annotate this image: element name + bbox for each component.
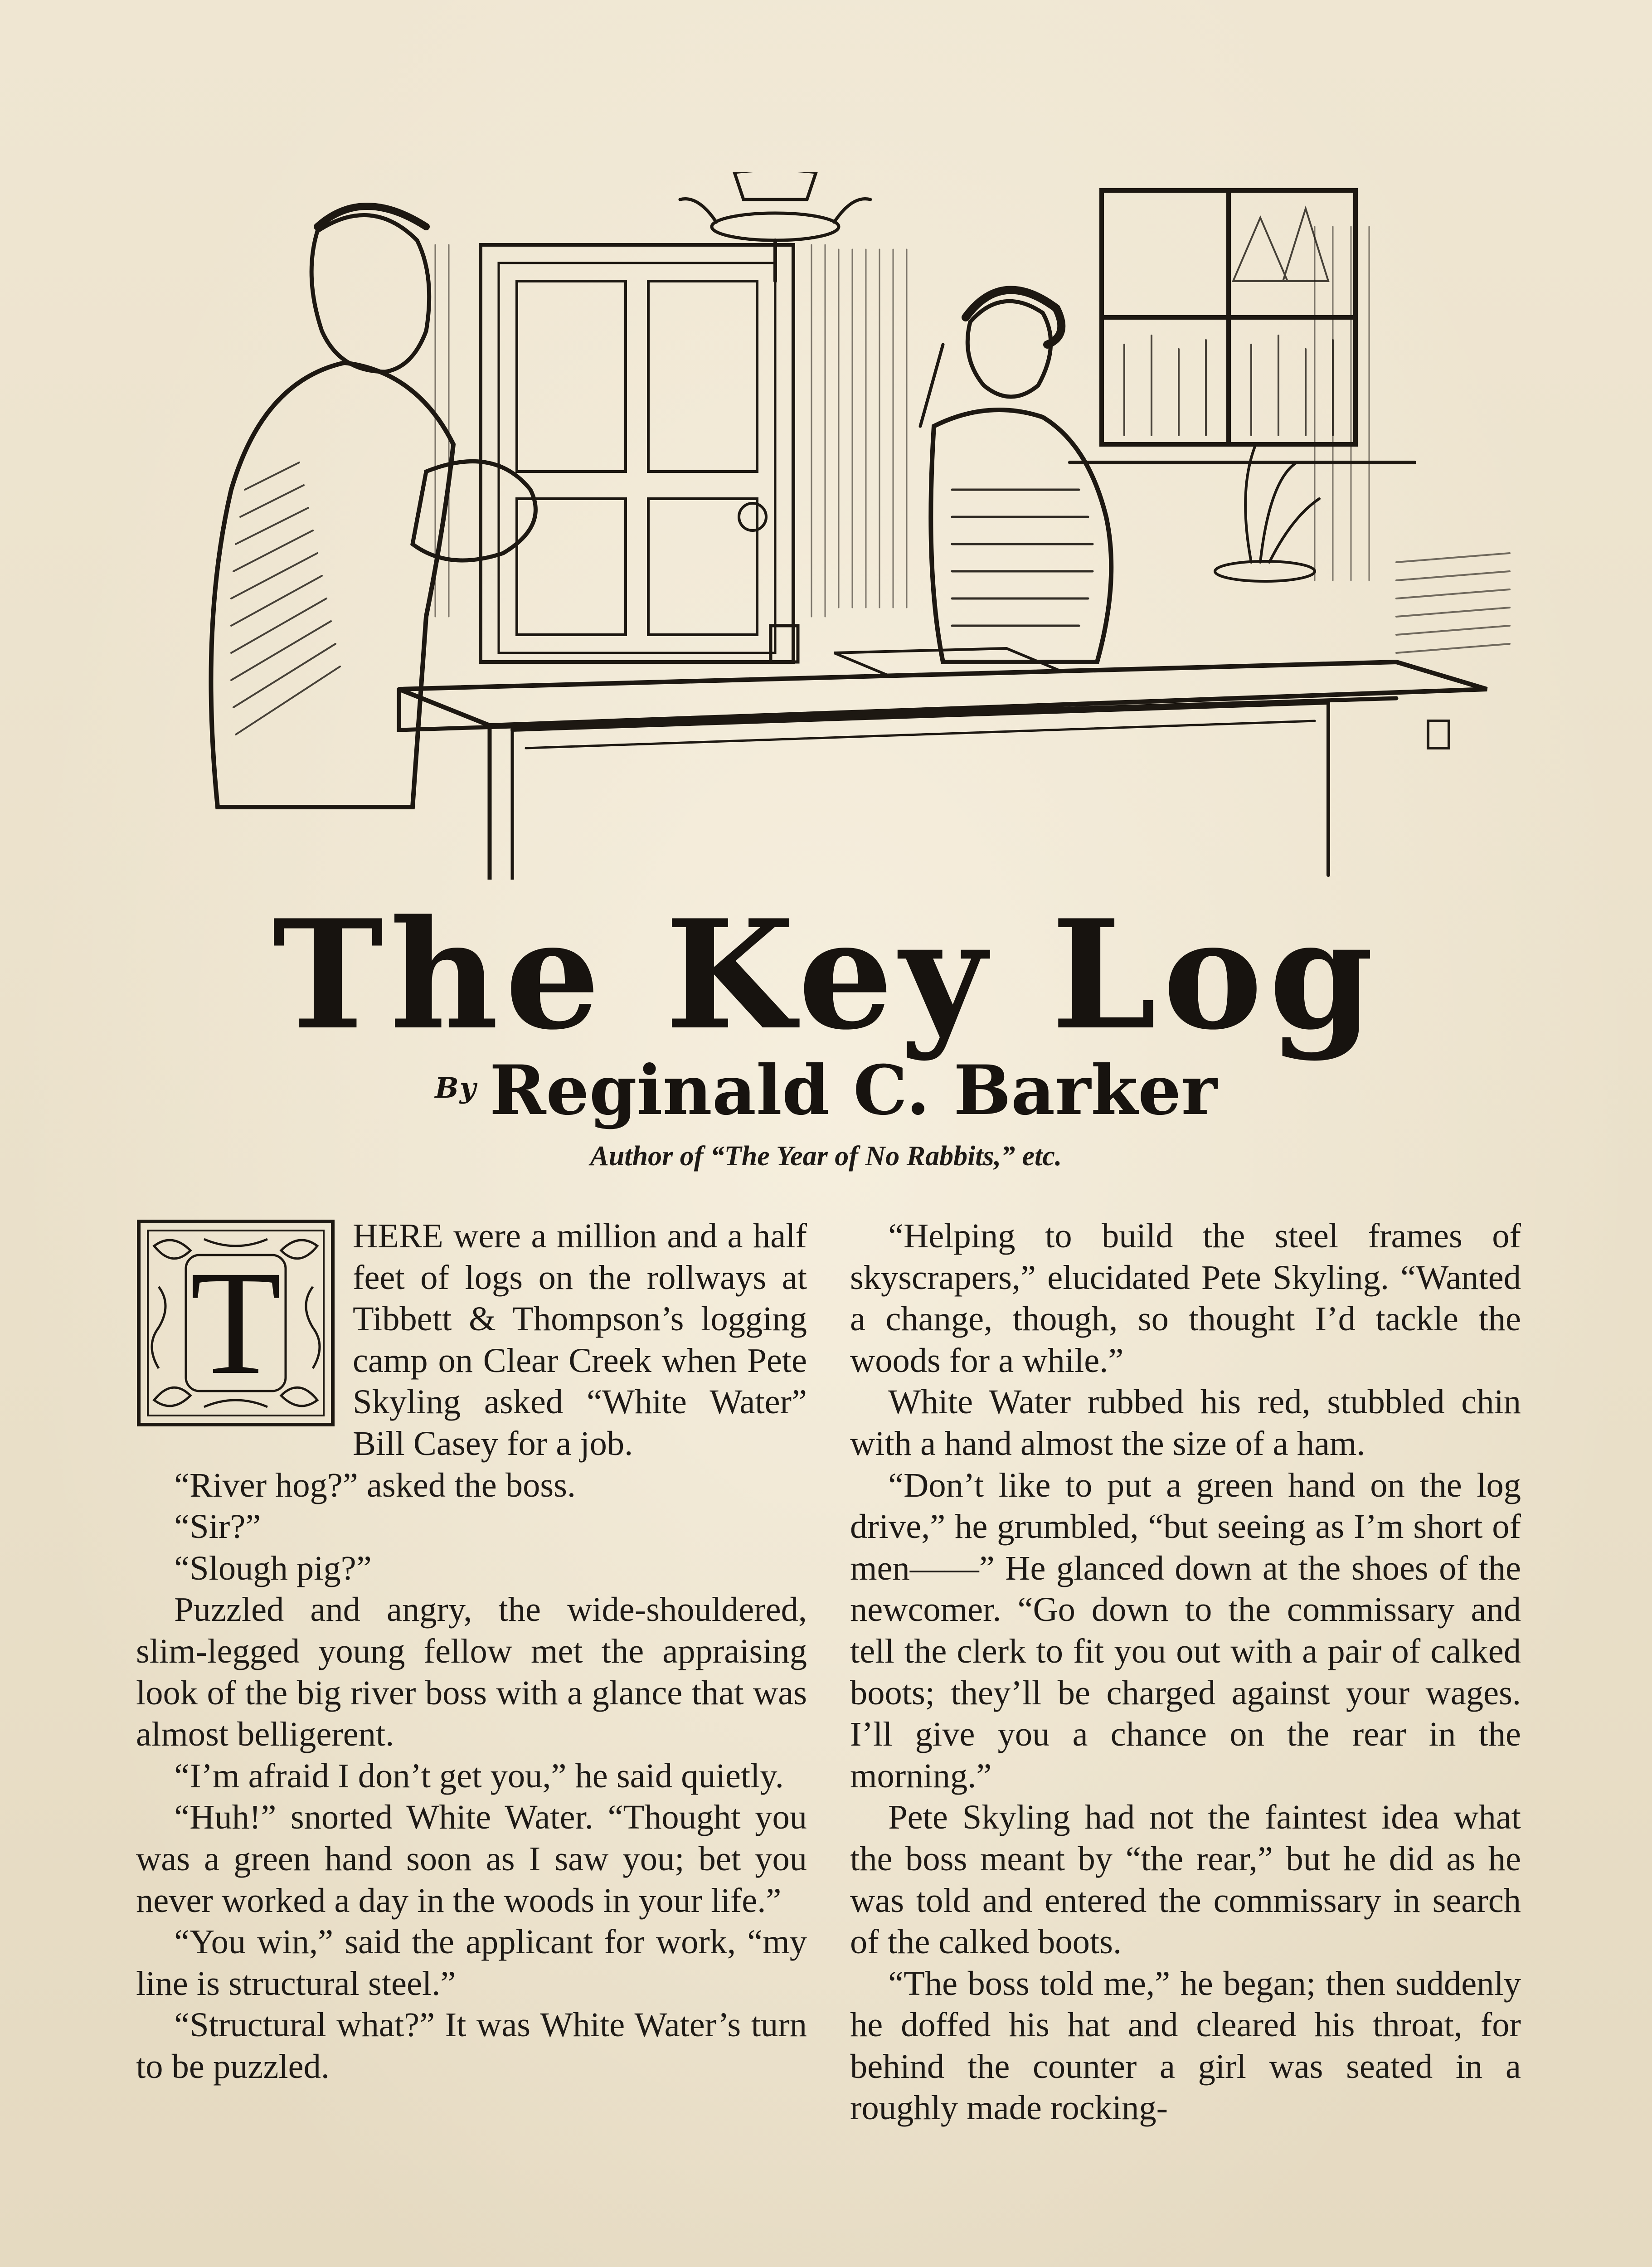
illustration-drawing [154,172,1514,880]
paragraph: Pete Skyling had not the faintest idea what the boss meant by “the rear,” but he did as he was told and entered the commissary in search of the calked boots. [850,1798,1521,1961]
paragraph: Puzzled and angry, the wide-shouldered, slim-legged young fellow met the appraising look of the big river boss with a glance that was almost belligerent. [136,1590,807,1754]
drop-cap-letter: T [190,1240,282,1406]
drop-cap [136,1219,335,1427]
paragraph: HERE were a million and a half feet of logs on the rollways at Tibbett & Thompson’s logging camp on Clear Creek when Pete Skyling asked “White Water” Bill Casey for a job. [353,1216,807,1463]
right-column [850,1215,1521,2267]
paragraph: White Water rubbed his red, stubbled chin with a hand almost the size of a ham. [850,1382,1521,1463]
paragraph: “Helping to build the steel frames of skyscrapers,” elucidated Pete Skyling. “Wanted a change, though, so thought I’d tackle the woods for a while.” [850,1216,1521,1380]
story-title: The Key Log [272,887,1380,1063]
paragraph: “Structural what?” It was White Water’s turn to be puzzled. [136,2005,807,2086]
left-column [136,1215,807,2267]
paragraph: “Slough pig?” [174,1548,372,1587]
paragraph: “You win,” said the applicant for work, “my line is structural steel.” [136,1922,807,2003]
paragraph: “Huh!” snorted White Water. “Thought you was a green hand soon as I saw you; bet you never worked a day in the woods in your life.” [136,1798,807,1920]
paragraph: “The boss told me,” he began; then suddenly he doffed his hat and cleared his throat, for behind the counter a girl was seated in a roughly made rocking- [850,1964,1521,2127]
byline [0,1047,1652,1131]
author-name: Reginald C. Barker [489,1051,1217,1130]
byline-prefix: By [435,1071,477,1104]
paragraph: “Don’t like to put a green hand on the log drive,” he grumbled, “but seeing as I’m short of men——” He glanced down at the shoes of the newcomer. “Go down to the commissary and tell the clerk to fit you out with a pair of calked boots; they’ll be charged against your wages. I’ll give you a chance on the rear in the morning.” [850,1465,1521,1795]
story-illustration [154,172,1514,880]
paragraph: “I’m afraid I don’t get you,” he said quietly. [174,1756,784,1795]
author-credit: Author of “The Year of No Rabbits,” etc. [590,1141,1062,1172]
paragraph: “Sir?” [174,1507,261,1546]
paragraph: “River hog?” asked the boss. [174,1465,576,1504]
